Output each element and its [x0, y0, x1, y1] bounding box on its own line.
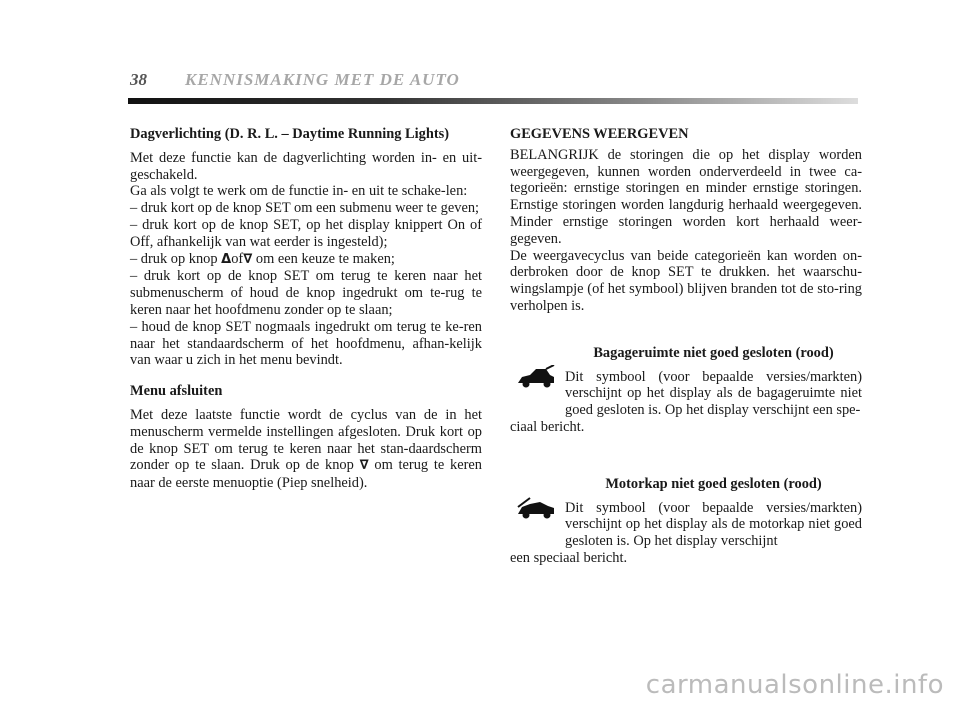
- up-arrow-icon: Δ: [221, 251, 232, 267]
- down-arrow-icon: ∇: [359, 458, 369, 474]
- drl-step-4: – druk kort op de knop SET om terug te keren naar het submenuscherm of houd de knop ingedrukt om te-rug te keren naar het hoofdmenu zonder op te slaan;: [130, 268, 482, 318]
- trunk-open-icon: [516, 365, 556, 389]
- down-arrow-icon: ∇: [243, 251, 253, 267]
- exit-paragraph-end: om terug te keren naar de eerste menuoptie (Piep snelheid).: [130, 457, 482, 492]
- trunk-warning-block: [510, 345, 862, 436]
- watermark: carmanualsonline.info: [645, 670, 944, 700]
- exit-heading: Menu afsluiten: [130, 383, 223, 400]
- drl-step-3-start: – druk op knop: [130, 250, 218, 267]
- data-paragraph-2: De weergavecyclus van beide categorieën kan worden on-derbroken door de knop SET te drukken. het waarschu-wingslampje (of het symbool) blijven branden tot de sto-ring verholpen is.: [510, 247, 862, 314]
- right-column: [510, 126, 862, 567]
- drl-heading: Dagverlichting (D. R. L. – Daytime Running Lights): [130, 126, 450, 142]
- left-column: [130, 126, 482, 492]
- data-paragraph: BELANGRIJK de storingen die op het display worden weergegeven, kunnen worden onderverdeeld in twee ca-tegorieën: ernstige storingen en minder ernstige storingen. Ernstige storingen worden langdurig herhaald weergegeven. Minder ernstige storingen worden kort herhaald weer-gegeven.: [510, 146, 862, 247]
- trunk-text: Dit symbool (voor bepaalde versies/markten) verschijnt op het display als de bagageruimte niet goed gesloten is. Op het display verschijnt een spe-: [565, 368, 862, 419]
- drl-step-3: [130, 251, 482, 269]
- exit-paragraph-start: Met deze laatste functie wordt de cyclus van de in het menuscherm vermelde instellingen afgesloten. Druk kort op de knop SET om terug te keren naar het stan-daardscherm zonder op te slaan. Druk op de knop: [130, 406, 482, 474]
- drl-step-2: – druk kort op de knop SET, op het display knippert On of Off, afhankelijk van wat eerder is ingesteld);: [130, 216, 482, 250]
- data-heading: GEGEVENS WEERGEVEN: [510, 126, 689, 142]
- trunk-tail: ciaal bericht.: [510, 418, 585, 435]
- drl-step-1: – druk kort op de knop SET om een submenu weer te geven;: [130, 200, 480, 217]
- running-title: KENNISMAKING MET DE AUTO: [185, 70, 460, 89]
- hood-open-icon: [516, 496, 556, 520]
- drl-paragraph-2: Ga als volgt te werk om de functie in- en uit te schake-len:: [130, 183, 468, 200]
- hood-tail: een speciaal bericht.: [510, 549, 628, 566]
- hood-title: Motorkap niet goed gesloten (rood): [605, 475, 822, 492]
- trunk-title: Bagageruimte niet goed gesloten (rood): [593, 344, 834, 361]
- exit-paragraph: [130, 407, 482, 492]
- hood-warning-block: [510, 476, 862, 567]
- header-rule: [128, 98, 858, 104]
- hood-text: Dit symbool (voor bepaalde versies/markten) verschijnt op het display als de motorkap niet goed gesloten is. Op het display verschijnt: [565, 499, 862, 550]
- drl-step-5: – houd de knop SET nogmaals ingedrukt om terug te ke-ren naar het standaardscherm of het hoofdmenu, afhan-kelijk van waar u zich in het menu bevindt.: [130, 318, 482, 369]
- drl-paragraph-1: Met deze functie kan de dagverlichting worden in- en uit-geschakeld.: [130, 149, 482, 183]
- drl-step-3-of: of: [231, 250, 244, 267]
- drl-step-3-end: om een keuze te maken;: [255, 250, 395, 267]
- page-number: 38: [130, 70, 147, 89]
